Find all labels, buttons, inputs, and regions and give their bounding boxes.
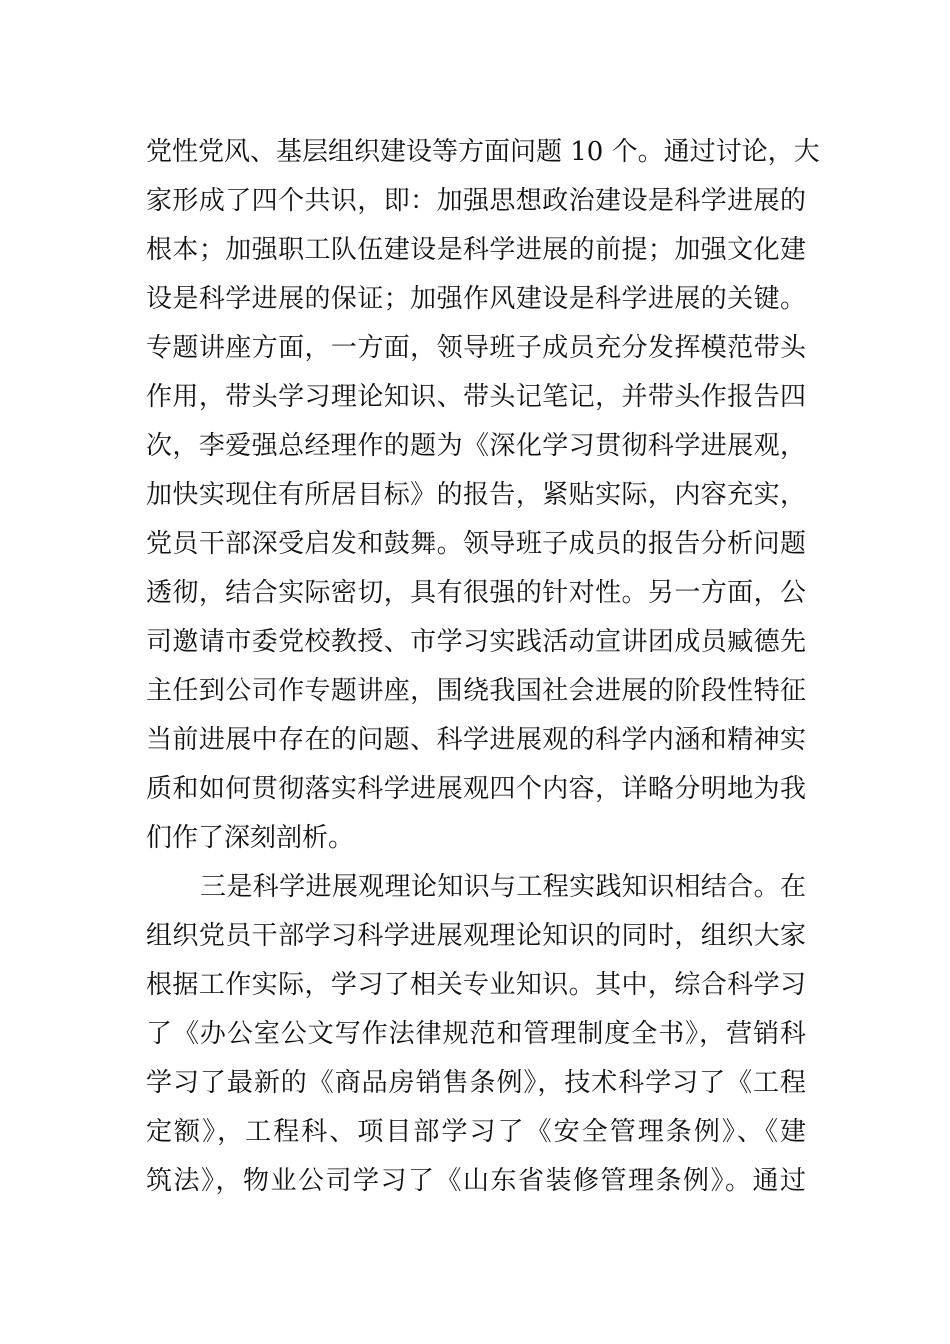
text-line: 加快实现住有所居目标》的报告，紧贴实际，内容充实， bbox=[146, 480, 806, 510]
text-line: 了《办公室公文写作法律规范和管理制度全书》，营销科 bbox=[146, 1019, 806, 1049]
text-line: 主任到公司作专题讲座，围绕我国社会进展的阶段性特征 bbox=[146, 676, 806, 706]
text-line: 根据工作实际，学习了相关专业知识。其中，综合科学习 bbox=[146, 970, 806, 1000]
text-line: 党员干部深受启发和鼓舞。领导班子成员的报告分析问题 bbox=[146, 529, 806, 559]
text-line: 筑法》，物业公司学习了《山东省装修管理条例》。通过 bbox=[146, 1166, 806, 1196]
paragraph-start-line: 三是科学进展观理论知识与工程实践知识相结合。在 bbox=[200, 872, 806, 902]
text-line: 根本；加强职工队伍建设是科学进展的前提；加强文化建 bbox=[146, 235, 806, 265]
text-line: 司邀请市委党校教授、市学习实践活动宣讲团成员臧德先 bbox=[146, 627, 806, 657]
text-line: 次，李爱强总经理作的题为《深化学习贯彻科学进展观， bbox=[146, 431, 806, 461]
text-line: 党性党风、基层组织建设等方面问题 10 个。通过讨论，大 bbox=[146, 137, 820, 167]
text-line: 定额》，工程科、项目部学习了《安全管理条例》、《建 bbox=[146, 1117, 806, 1147]
text-line: 质和如何贯彻落实科学进展观四个内容，详略分明地为我 bbox=[146, 774, 806, 804]
text-line: 作用，带头学习理论知识、带头记笔记，并带头作报告四 bbox=[146, 382, 806, 412]
text-line: 透彻，结合实际密切，具有很强的针对性。另一方面，公 bbox=[146, 578, 806, 608]
text-line: 家形成了四个共识，即：加强思想政治建设是科学进展的 bbox=[146, 186, 806, 216]
text-line: 组织党员干部学习科学进展观理论知识的同时，组织大家 bbox=[146, 921, 806, 951]
body-text bbox=[146, 128, 820, 1206]
text-line: 们作了深刻剖析。 bbox=[146, 823, 355, 853]
text-line: 当前进展中存在的问题、科学进展观的科学内涵和精神实 bbox=[146, 725, 806, 755]
text-line: 专题讲座方面，一方面，领导班子成员充分发挥模范带头 bbox=[146, 333, 806, 363]
text-line: 学习了最新的《商品房销售条例》，技术科学习了《工程 bbox=[146, 1068, 806, 1098]
text-line: 设是科学进展的保证；加强作风建设是科学进展的关键。 bbox=[146, 284, 806, 314]
